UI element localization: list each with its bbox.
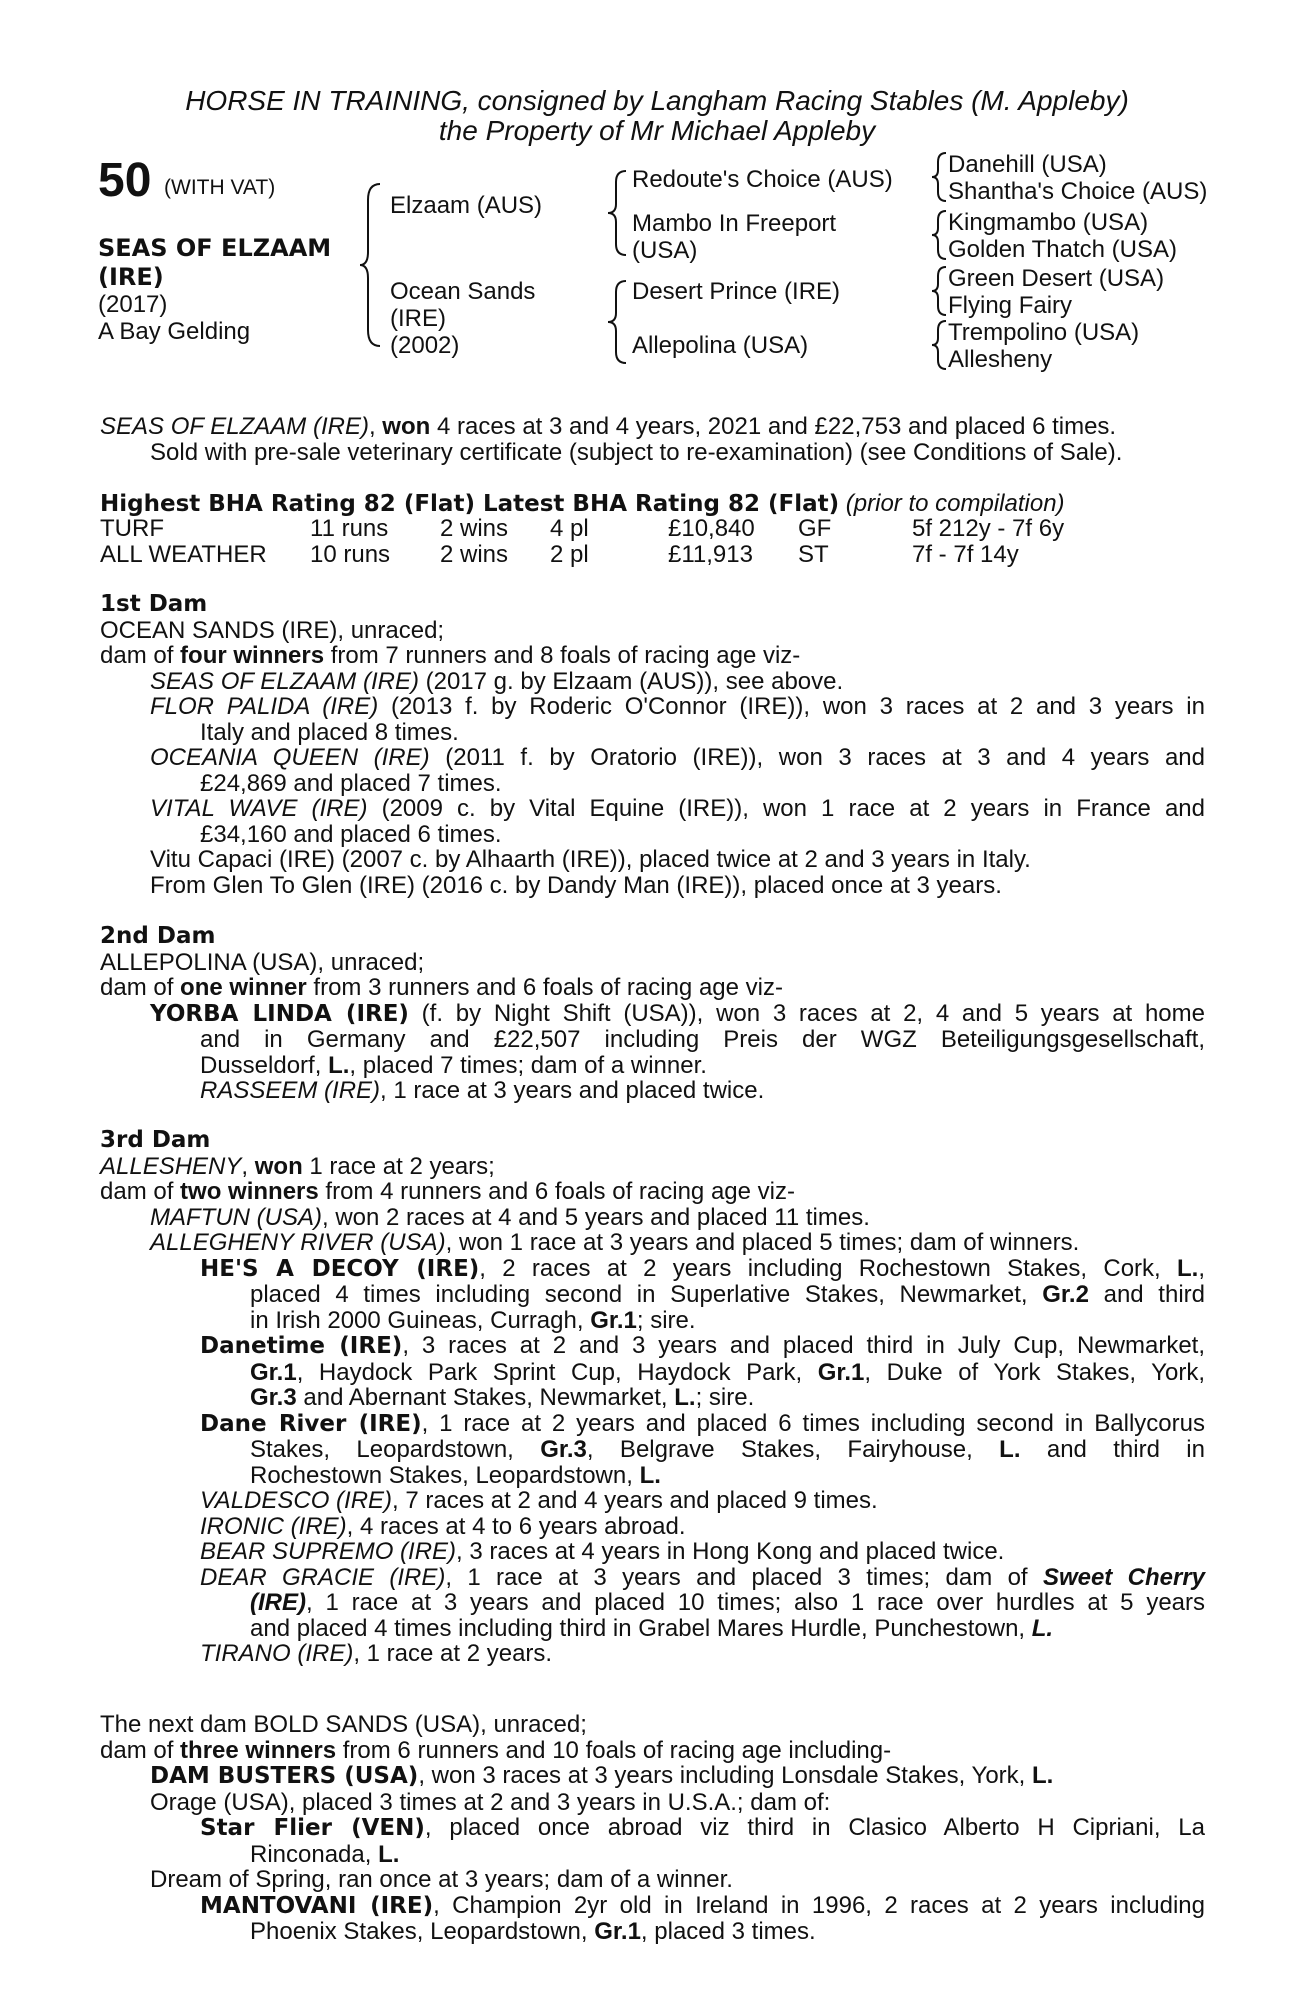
grand-progeny-cont: placed 4 times including second in Superlative Stakes, Newmarket, Gr.2 and third: [250, 1281, 1205, 1308]
progeny-entry: MAFTUN (USA), won 2 races at 4 and 5 years and placed 11 times.: [150, 1203, 870, 1231]
progeny-entry-cont: Dusseldorf, L., placed 7 times; dam of a winner.: [200, 1051, 707, 1079]
wins: 2 wins: [440, 541, 509, 568]
surface: TURF: [100, 515, 164, 542]
prize-money: £11,913: [668, 541, 753, 568]
bha-rating-note: (prior to compilation): [845, 490, 1065, 517]
wins: 2 wins: [440, 515, 509, 542]
pedigree-gen3-8: Allesheny: [948, 346, 1053, 373]
race-record-row: [100, 516, 1064, 542]
progeny-entry-cont: and in Germany and £22,507 including Preis der WGZ Beteiligungsgesellschaft,: [200, 1026, 1205, 1053]
runs: 10 runs: [310, 541, 391, 568]
foaling-year: (2017): [98, 291, 168, 318]
catalogue-header-line2: the Property of Mr Michael Appleby: [438, 115, 876, 146]
pedigree-sire-sire: Redoute's Choice (AUS): [632, 166, 893, 193]
grand-progeny-cont: Gr.1, Haydock Park Sprint Cup, Haydock Park, Gr.1, Duke of York Stakes, York,: [250, 1358, 1205, 1386]
places: 2 pl: [550, 541, 589, 568]
first-dam-name: OCEAN SANDS (IRE), unraced;: [100, 616, 445, 644]
progeny-entry: Dream of Spring, ran once at 3 years; dam of a winner.: [150, 1866, 733, 1893]
grand-progeny-entry: VALDESCO (IRE), 7 races at 2 and 4 years and placed 9 times.: [200, 1487, 878, 1514]
grand-progeny-cont: in Irish 2000 Guineas, Curragh, Gr.1; sire.: [250, 1306, 696, 1334]
horse-name-suffix: (IRE): [98, 263, 164, 291]
places: 4 pl: [550, 515, 589, 542]
surface: ALL WEATHER: [100, 541, 267, 568]
pedigree-dam-sire: Desert Prince (IRE): [632, 278, 841, 305]
pedigree-dam-dam: Allepolina (USA): [632, 332, 809, 359]
second-dam-heading: 2nd Dam: [100, 923, 216, 949]
pedigree-dam-line2: (IRE): [390, 305, 446, 332]
going: ST: [798, 541, 829, 568]
grand-progeny-entry: Dane River (IRE), 1 race at 2 years and placed 6 times including second in Ballycorus: [200, 1409, 1205, 1437]
grand-progeny-entry: Danetime (IRE), 3 races at 2 and 3 years and placed third in July Cup, Newmarket,: [200, 1332, 1206, 1359]
grand-progeny-entry: BEAR SUPREMO (IRE), 3 races at 4 years in Hong Kong and placed twice.: [200, 1538, 1005, 1565]
pedigree-sire-dam-line1: Mambo In Freeport: [632, 210, 837, 237]
third-dam-heading: 3rd Dam: [100, 1127, 211, 1153]
progeny-entry: ALLEGHENY RIVER (USA), won 1 race at 3 years and placed 5 times; dam of winners.: [150, 1229, 1080, 1256]
horse-description: A Bay Gelding: [98, 318, 251, 345]
second-dam-produce-summary: dam of one winner from 3 runners and 6 foals of racing age viz-: [100, 974, 783, 1001]
progeny-entry: DAM BUSTERS (USA), won 3 races at 3 years including Lonsdale Stakes, York, L.: [150, 1762, 1054, 1789]
grand-progeny-cont: Gr.3 and Abernant Stakes, Newmarket, L.; sire.: [250, 1384, 755, 1411]
progeny-entry-cont: £34,160 and placed 6 times.: [200, 820, 502, 848]
next-dam-name: The next dam BOLD SANDS (USA), unraced;: [100, 1711, 587, 1738]
pedigree-sire: Elzaam (AUS): [390, 192, 543, 219]
pedigree-gen3-4: Golden Thatch (USA): [948, 236, 1177, 263]
progeny-entry-cont: £24,869 and placed 7 times.: [200, 769, 502, 797]
first-dam-section: [100, 592, 1205, 898]
progeny-entry: From Glen To Glen (IRE) (2016 c. by Dandy Man (IRE)), placed once at 3 years.: [150, 871, 1002, 899]
progeny-entry: SEAS OF ELZAAM (IRE) (2017 g. by Elzaam (AUS)), see above.: [150, 667, 844, 695]
pedigree-brace-gen1: [360, 180, 390, 350]
going: GF: [798, 515, 832, 542]
summary-text: 4 races at 3 and 4 years, 2021 and £22,753 and placed 6 times.: [430, 413, 1117, 440]
grand-progeny-cont: and placed 4 times including third in Grabel Mares Hurdle, Punchestown, L.: [250, 1614, 1054, 1642]
progeny-entry: FLOR PALIDA (IRE) (2013 f. by Roderic O'Connor (IRE)), won 3 races at 2 and 3 years in: [150, 693, 1205, 720]
progeny-entry: Orage (USA), placed 3 times at 2 and 3 years in U.S.A.; dam of:: [150, 1788, 831, 1816]
horse-name: SEAS OF ELZAAM: [98, 234, 332, 262]
grand-progeny-entry: Star Flier (VEN), placed once abroad viz third in Clasico Alberto H Cipriani, La: [200, 1814, 1205, 1841]
next-dam-produce-summary: dam of three winners from 6 runners and 10 foals of racing age including-: [100, 1736, 892, 1764]
pedigree-dam-line1: Ocean Sands: [390, 278, 536, 305]
progeny-entry: OCEANIA QUEEN (IRE) (2011 f. by Oratorio (IRE)), won 3 races at 3 and 4 years and: [150, 744, 1205, 771]
pedigree-gen3-2: Shantha's Choice (AUS): [948, 178, 1208, 205]
vat-label: (WITH VAT): [164, 176, 276, 199]
summary-horse: SEAS OF ELZAAM (IRE): [100, 413, 369, 440]
pedigree-gen3-5: Green Desert (USA): [948, 265, 1165, 292]
distance: 5f 212y - 7f 6y: [912, 515, 1065, 542]
second-dam-name: ALLEPOLINA (USA), unraced;: [100, 948, 425, 976]
next-dam-section: [100, 1712, 1205, 1945]
summary-won: won: [382, 413, 431, 440]
distance: 7f - 7f 14y: [912, 541, 1019, 568]
grand-progeny-entry: HE'S A DECOY (IRE), 2 races at 2 years including Rochestown Stakes, Cork, L.,: [200, 1254, 1205, 1282]
race-record-row: [100, 542, 1064, 568]
progeny-entry: RASSEEM (IRE), 1 race at 3 years and placed twice.: [200, 1077, 765, 1104]
grand-progeny-cont: Rinconada, L.: [250, 1840, 400, 1868]
grand-progeny-entry: IRONIC (IRE), 4 races at 4 to 6 years abroad.: [200, 1512, 686, 1540]
progeny-entry: YORBA LINDA (IRE) (f. by Night Shift (USA)), won 3 races at 2, 4 and 5 years at home: [150, 999, 1205, 1027]
progeny-entry: VITAL WAVE (IRE) (2009 c. by Vital Equine (IRE)), won 1 race at 2 years in France and: [150, 795, 1205, 822]
third-dam-section: [100, 1128, 1205, 1667]
grand-progeny-entry: TIRANO (IRE), 1 race at 2 years.: [200, 1640, 553, 1667]
pedigree-sire-dam-line2: (USA): [632, 237, 698, 264]
prize-money: £10,840: [668, 515, 755, 542]
grand-progeny-cont: Rochestown Stakes, Leopardstown, L.: [250, 1461, 661, 1489]
pedigree-gen3-6: Flying Fairy: [948, 292, 1073, 319]
progeny-entry: Vitu Capaci (IRE) (2007 c. by Alhaarth (IRE)), placed twice at 2 and 3 years in Italy.: [150, 846, 1031, 873]
pedigree-gen3-1: Danehill (USA): [948, 151, 1107, 178]
runs: 11 runs: [310, 515, 389, 542]
catalogue-header-line1: HORSE IN TRAINING, consigned by Langham Racing Stables (M. Appleby): [185, 85, 1129, 116]
race-record-table: [100, 516, 1064, 568]
bha-rating-heading: Highest BHA Rating 82 (Flat) Latest BHA Rating 82 (Flat): [100, 491, 840, 517]
progeny-entry-cont: Italy and placed 8 times.: [200, 718, 459, 746]
grand-progeny-entry: DEAR GRACIE (IRE), 1 race at 3 years and placed 3 times; dam of Sweet Cherry: [200, 1563, 1206, 1591]
pedigree-gen3-7: Trempolino (USA): [948, 319, 1140, 346]
lot-number: 50: [98, 154, 152, 207]
third-dam-produce-summary: dam of two winners from 4 runners and 6 foals of racing age viz-: [100, 1178, 795, 1205]
vet-certificate-note: Sold with pre-sale veterinary certificate (subject to re-examination) (see Conditions of Sale).: [150, 438, 1123, 466]
race-summary: SEAS OF ELZAAM (IRE), won 4 races at 3 and 4 years, 2021 and £22,753 and placed 6 times. Sold with pre-sale veterinary certificate (subject to re-examination) (see Conditions of Sale).: [100, 414, 1205, 465]
grand-progeny-cont: (IRE), 1 race at 3 years and placed 10 times; also 1 race over hurdles at 5 years: [250, 1589, 1205, 1616]
grand-progeny-cont: Stakes, Leopardstown, Gr.3, Belgrave Stakes, Fairyhouse, L. and third in: [250, 1436, 1205, 1463]
first-dam-heading: 1st Dam: [100, 591, 208, 617]
pedigree-gen3-3: Kingmambo (USA): [948, 209, 1149, 236]
pedigree-dam-line3: (2002): [390, 332, 460, 359]
bha-ratings: [100, 490, 1065, 518]
first-dam-produce-summary: dam of four winners from 7 runners and 8 foals of racing age viz-: [100, 642, 801, 669]
third-dam-name: ALLESHENY, won 1 race at 2 years;: [100, 1152, 495, 1180]
grand-progeny-entry: MANTOVANI (IRE), Champion 2yr old in Ireland in 1996, 2 races at 2 years including: [200, 1891, 1205, 1919]
grand-progeny-cont: Phoenix Stakes, Leopardstown, Gr.1, placed 3 times.: [250, 1918, 816, 1945]
second-dam-section: [100, 924, 1205, 1104]
